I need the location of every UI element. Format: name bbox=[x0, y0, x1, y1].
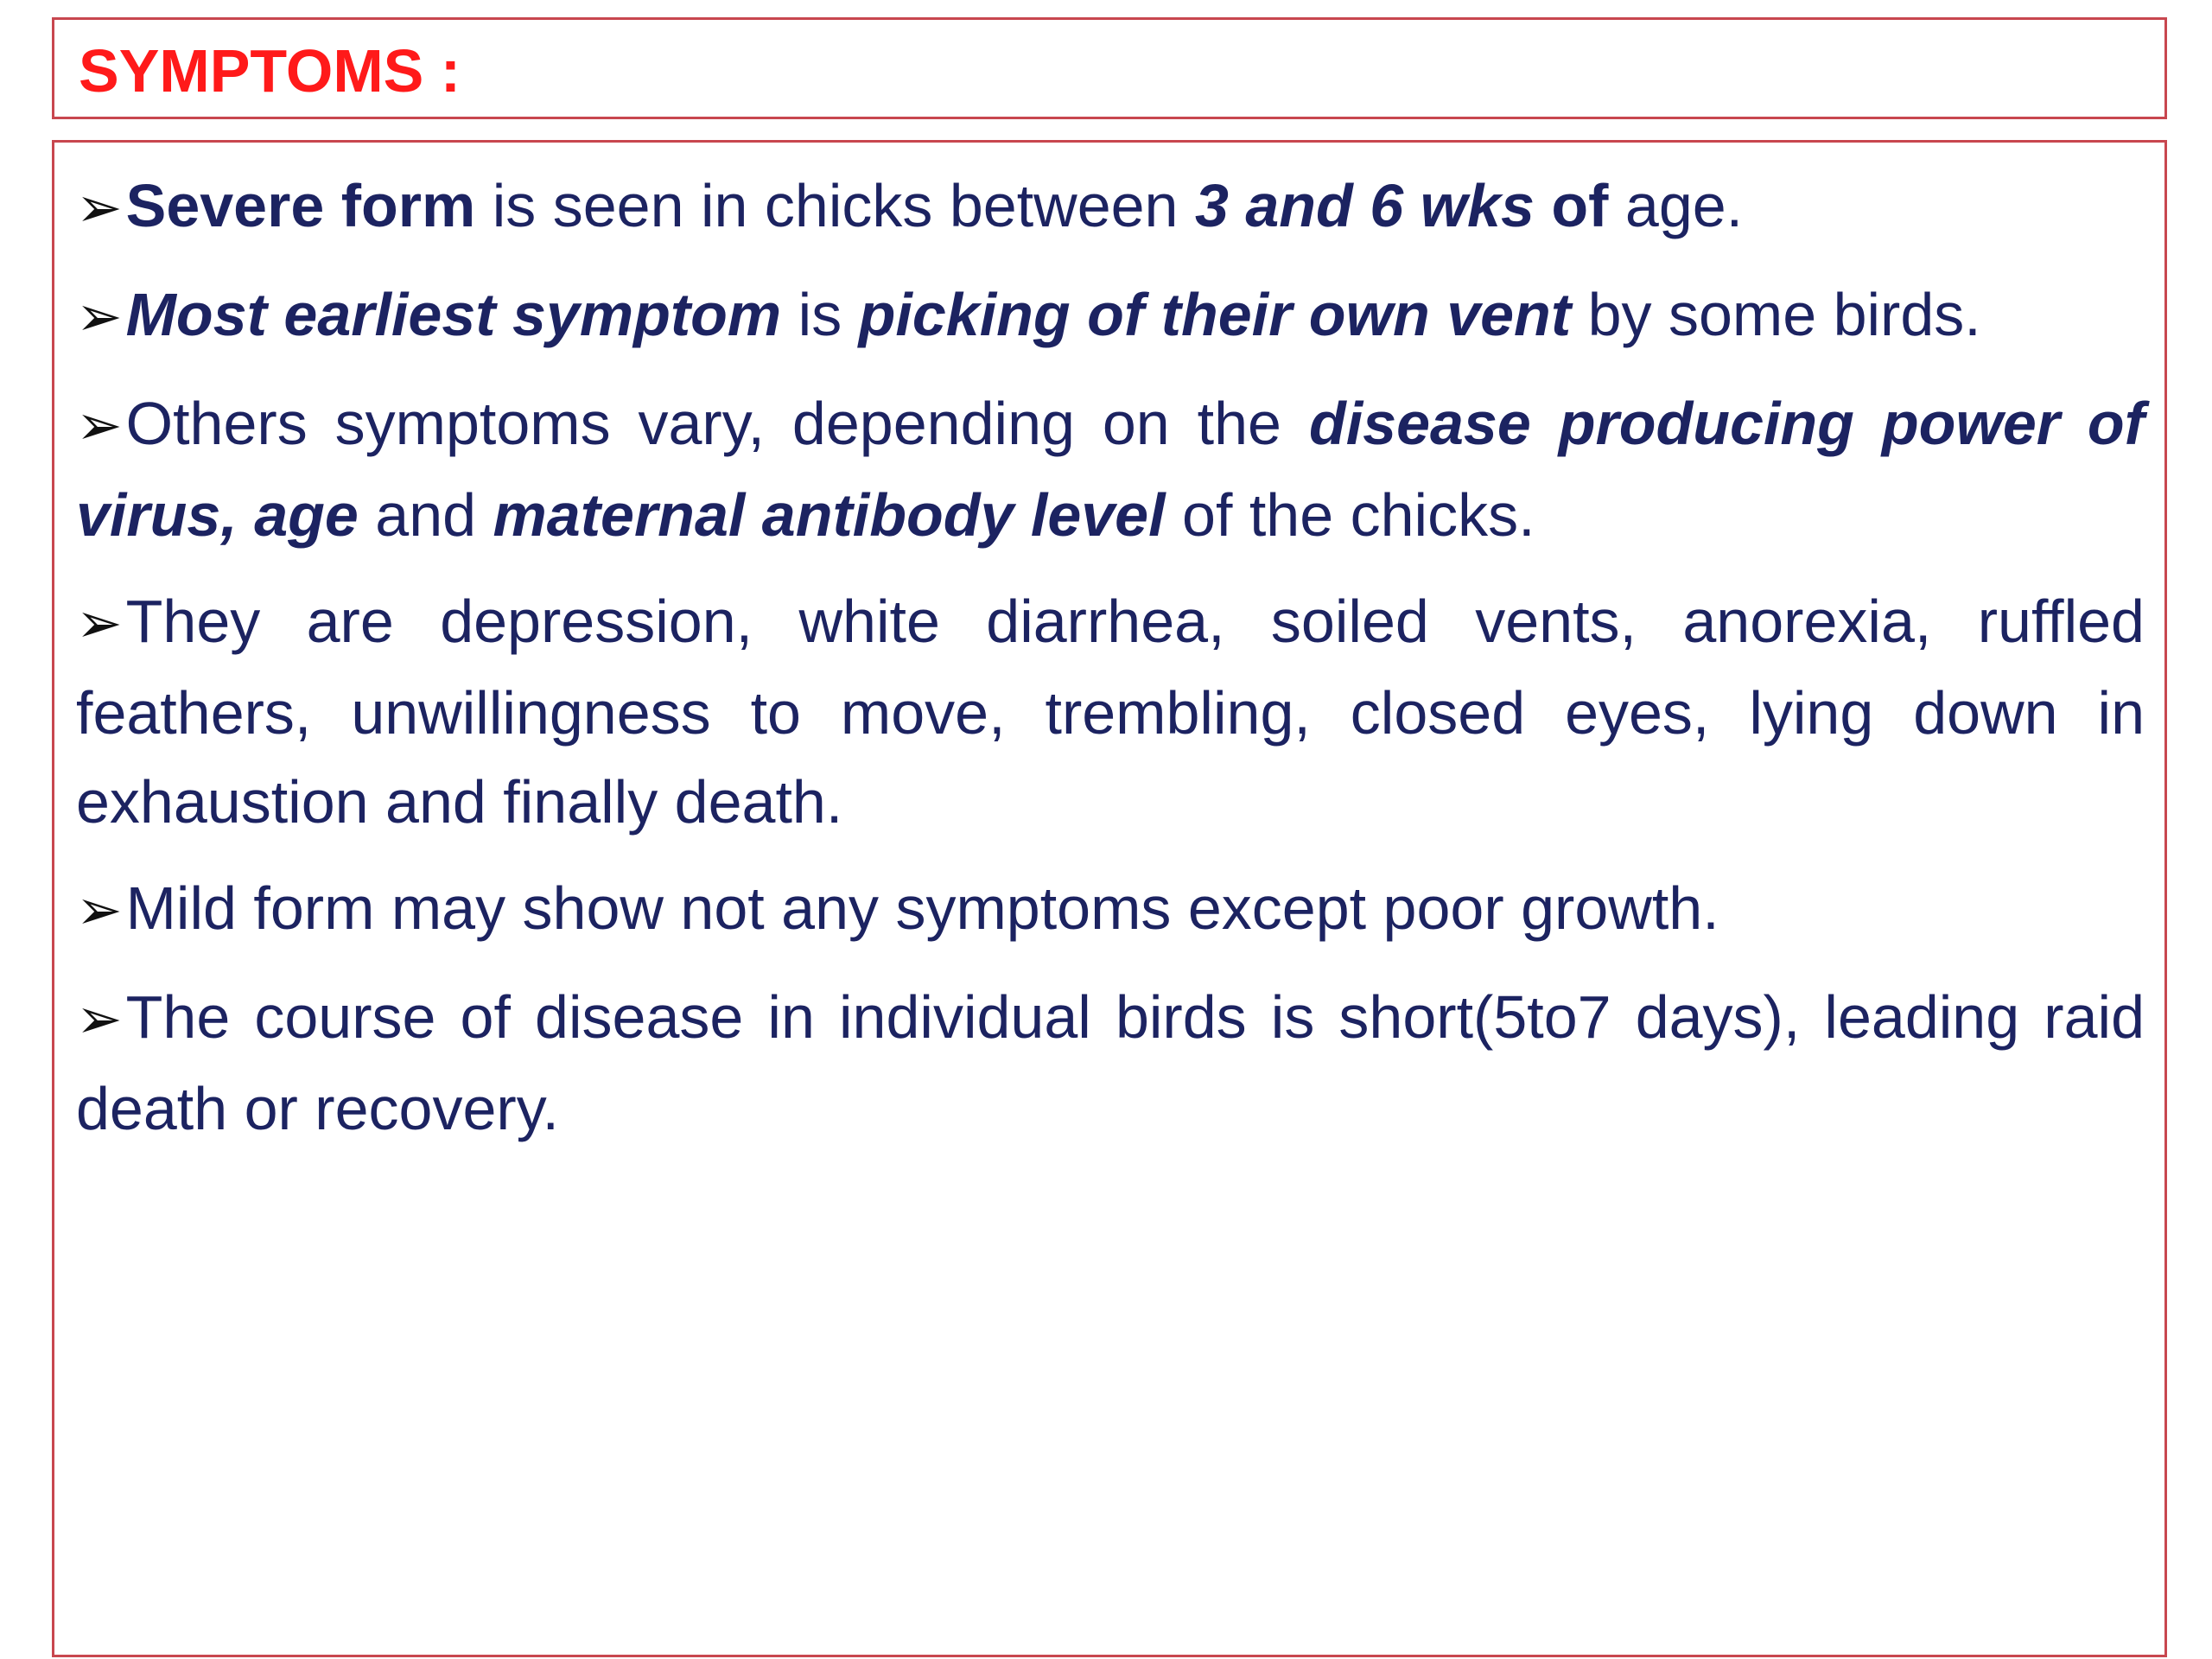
slide-title: SYMPTOMS : bbox=[79, 37, 461, 105]
text-run: of the chicks. bbox=[1165, 481, 1535, 549]
text-run: The course of disease in individual birds is short(5to7 days), leading raid death or recovery. bbox=[76, 983, 2145, 1142]
bullet-item bbox=[76, 973, 2145, 1154]
bullet-list bbox=[76, 162, 2145, 1171]
arrow-bullet-icon: ➢ bbox=[76, 592, 123, 656]
bullet-item bbox=[76, 162, 2145, 253]
text-run: 3 and 6 wks bbox=[1194, 172, 1535, 239]
text-run: disease producing power of virus, age bbox=[76, 390, 2145, 549]
arrow-bullet-icon: ➢ bbox=[76, 176, 123, 240]
text-run: Severe form bbox=[125, 172, 476, 239]
bullet-item bbox=[76, 577, 2145, 847]
content-box bbox=[52, 140, 2167, 1657]
arrow-bullet-icon: ➢ bbox=[76, 394, 123, 458]
text-run: They are depression, white diarrhea, soiled vents, anorexia, ruffled feathers, unwillingness to move, trembling, closed eyes, lying down in exhaustion and finally death. bbox=[76, 588, 2145, 836]
text-run: age. bbox=[1608, 172, 1744, 239]
text-run: Most earliest symptom bbox=[125, 281, 782, 348]
text-run: picking of their own vent bbox=[858, 281, 1572, 348]
text-run: Mild form may show not any symptoms except poor growth. bbox=[125, 874, 1719, 942]
text-run: is seen in chicks between bbox=[475, 172, 1195, 239]
text-run: of bbox=[1534, 172, 1609, 239]
bullet-item bbox=[76, 379, 2145, 560]
text-run: maternal antibody level bbox=[493, 481, 1166, 549]
text-run: by some birds. bbox=[1571, 281, 1981, 348]
text-run: Others symptoms vary, depending on the bbox=[125, 390, 1309, 457]
arrow-bullet-icon: ➢ bbox=[76, 988, 123, 1052]
text-run: and bbox=[358, 481, 493, 549]
bullet-item bbox=[76, 864, 2145, 956]
title-box bbox=[52, 17, 2167, 119]
bullet-item bbox=[76, 270, 2145, 362]
arrow-bullet-icon: ➢ bbox=[76, 879, 123, 943]
arrow-bullet-icon: ➢ bbox=[76, 285, 123, 349]
text-run: is bbox=[781, 281, 859, 348]
